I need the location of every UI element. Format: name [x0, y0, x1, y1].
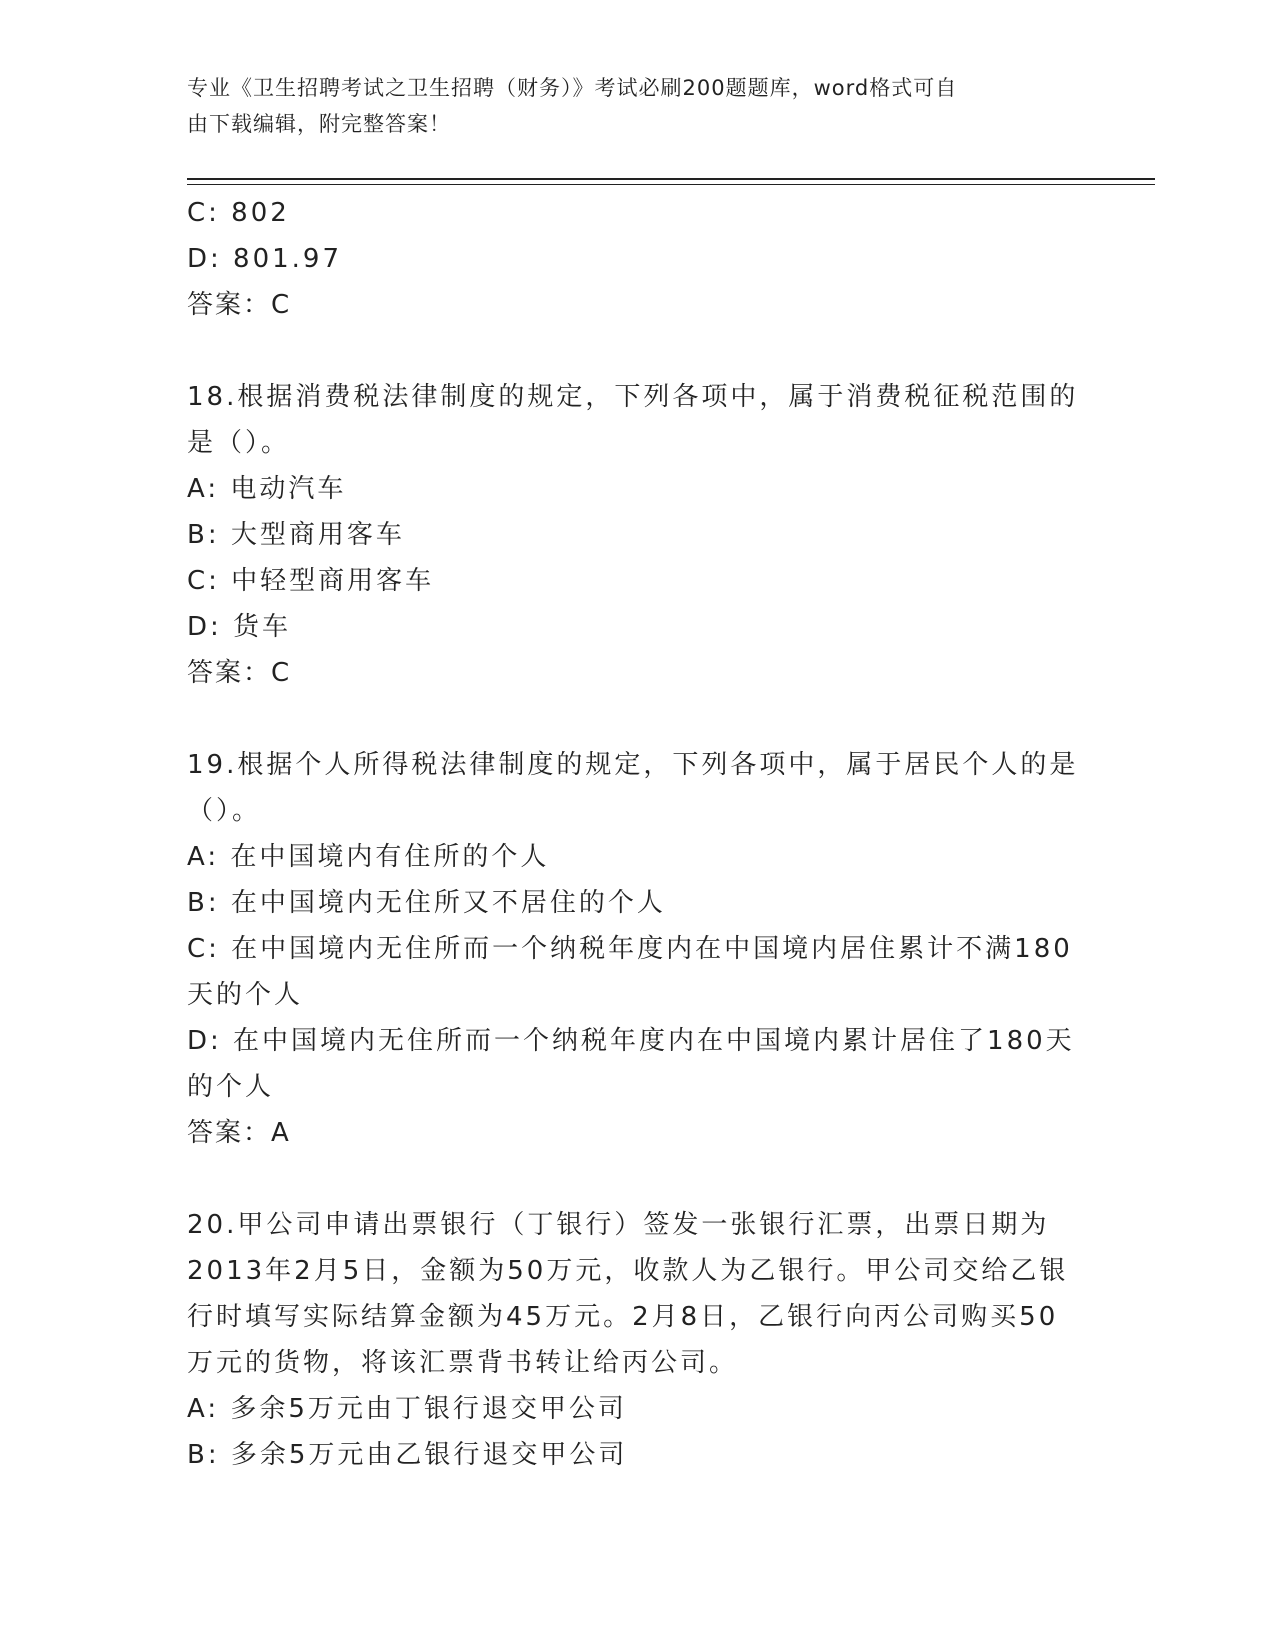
q19-option-d-line-2: 的个人	[187, 1072, 275, 1102]
q18-option-a: A: 电动汽车	[187, 474, 347, 504]
header-divider-thin	[187, 184, 1155, 185]
q20-stem-line-2: 2013年2月5日，金额为50万元，收款人为乙银行。甲公司交给乙银	[187, 1256, 1069, 1286]
q18-option-b: B: 大型商用客车	[187, 520, 405, 550]
question-list	[187, 190, 1087, 1478]
q18-option-c: C: 中轻型商用客车	[187, 566, 435, 596]
document-header	[187, 70, 1067, 142]
q18-option-d: D: 货车	[187, 612, 292, 642]
header-line-2: 由下载编辑，附完整答案！	[187, 112, 451, 136]
q17-answer: 答案：C	[187, 290, 292, 320]
q18-stem-line-1: 18.根据消费税法律制度的规定，下列各项中，属于消费税征税范围的	[187, 382, 1079, 412]
spacer	[187, 1156, 1087, 1202]
spacer	[187, 696, 1087, 742]
q18-stem-line-2: 是（）。	[187, 428, 291, 458]
q17-option-c: C: 802	[187, 198, 290, 228]
q20-option-a: A: 多余5万元由丁银行退交甲公司	[187, 1394, 627, 1424]
q19-stem-line-2: （）。	[187, 796, 262, 826]
q19-answer: 答案：A	[187, 1118, 291, 1148]
question-17	[187, 190, 1087, 328]
q18-answer: 答案：C	[187, 658, 292, 688]
q19-stem-line-1: 19.根据个人所得税法律制度的规定，下列各项中，属于居民个人的是	[187, 750, 1079, 780]
header-divider-thick	[187, 178, 1155, 180]
question-20	[187, 1202, 1087, 1478]
q19-option-c-line-2: 天的个人	[187, 980, 304, 1010]
question-19	[187, 742, 1087, 1156]
q20-stem-line-1: 20.甲公司申请出票银行（丁银行）签发一张银行汇票，出票日期为	[187, 1210, 1050, 1240]
q19-option-c-line-1: C: 在中国境内无住所而一个纳税年度内在中国境内居住累计不满180	[187, 934, 1073, 964]
q19-option-b: B: 在中国境内无住所又不居住的个人	[187, 888, 666, 918]
header-line-1: 专业《卫生招聘考试之卫生招聘（财务）》考试必刷200题题库，word格式可自	[187, 76, 958, 100]
question-18	[187, 374, 1087, 696]
q19-option-a: A: 在中国境内有住所的个人	[187, 842, 550, 872]
q19-option-d-line-1: D: 在中国境内无住所而一个纳税年度内在中国境内累计居住了180天	[187, 1026, 1075, 1056]
q20-option-b: B: 多余5万元由乙银行退交甲公司	[187, 1440, 628, 1470]
spacer	[187, 328, 1087, 374]
q17-option-d: D: 801.97	[187, 244, 343, 274]
q20-stem-line-4: 万元的货物，将该汇票背书转让给丙公司。	[187, 1348, 739, 1378]
q20-stem-line-3: 行时填写实际结算金额为45万元。2月8日，乙银行向丙公司购买50	[187, 1302, 1059, 1332]
